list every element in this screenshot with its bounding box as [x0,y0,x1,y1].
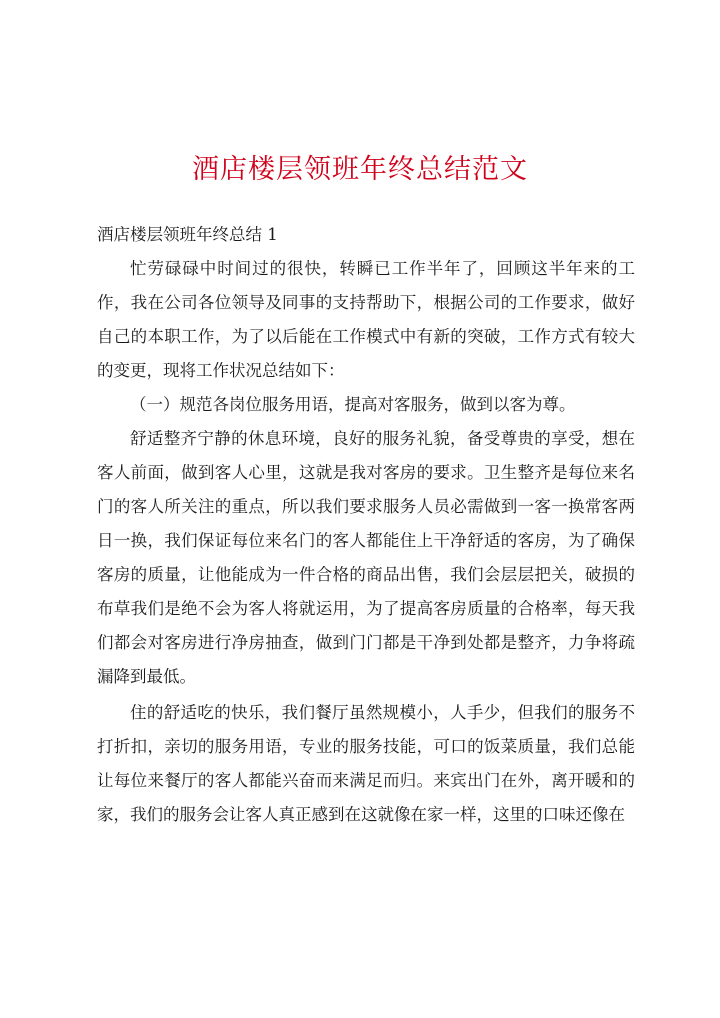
document-body [97,218,635,832]
body-paragraph: 忙劳碌碌中时间过的很快，转瞬已工作半年了，回顾这半年来的工作，我在公司各位领导及同事的支持帮助下，根据公司的工作要求，做好自己的本职工作，为了以后能在工作模式中有新的突破，工作方式有较大的变更，现将工作状况总结如下： [97,259,635,380]
list-heading: （一）规范各岗位服务用语，提高对客服务，做到以客为尊。 [130,395,576,414]
body-paragraph: 住的舒适吃的快乐，我们餐厅虽然规模小，人手少，但我们的服务不打折扣，亲切的服务用语，专业的服务技能，可口的饭菜质量，我们总能让每位来餐厅的客人都能兴奋而来满足而归。来宾出门在外，离开暖和的家，我们的服务会让客人真正感到在这就像在家一样，这里的口味还像在 [97,703,635,824]
section-heading: 酒店楼层领班年终总结 1 [97,225,278,244]
body-paragraph: 舒适整齐宁静的休息环境，良好的服务礼貌，备受尊贵的享受，想在客人前面，做到客人心里，这就是我对客房的要求。卫生整齐是每位来名门的客人所关注的重点，所以我们要求服务人员必需做到一客一换常客两日一换，我们保证每位来名门的客人都能住上干净舒适的客房，为了确保客房的质量，让他能成为一件合格的商品出售，我们会层层把关，破损的布草我们是绝不会为客人将就运用，为了提高客房质量的合格率，每天我们都会对客房进行净房抽查，做到门门都是干净到处都是整齐，力争将疏漏降到最低。 [97,429,635,686]
document-title: 酒店楼层领班年终总结范文 [192,154,528,185]
